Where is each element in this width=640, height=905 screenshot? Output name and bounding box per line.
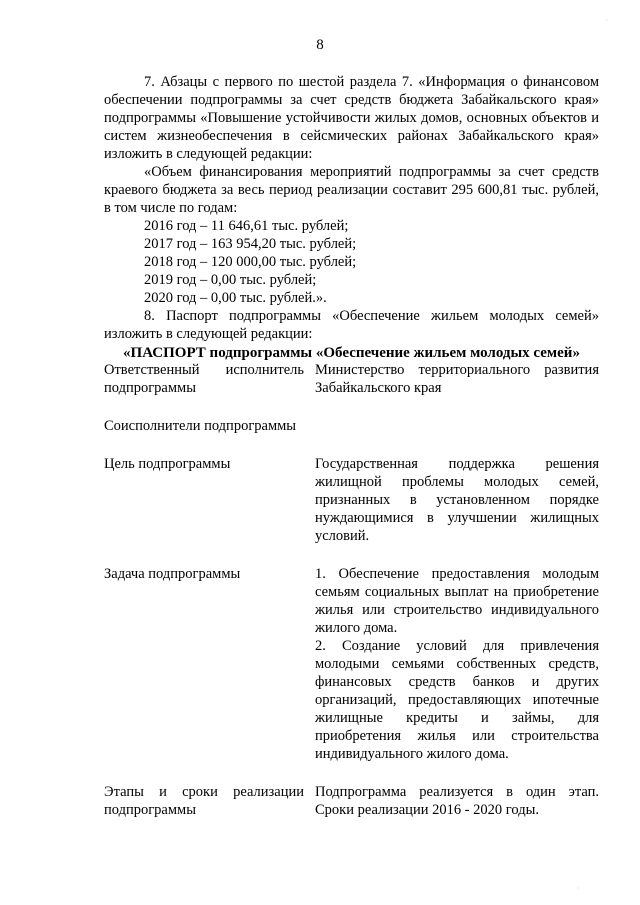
executor-label: Ответственный исполнитель подпрограммы xyxy=(104,362,304,396)
document-body xyxy=(104,73,599,362)
passport-row-coexecutors xyxy=(104,417,599,435)
scan-speck-bottom: · xyxy=(577,884,580,893)
coexecutors-value xyxy=(315,417,599,435)
task-1: 1. Обеспечение предоставления молодым семьям социальных выплат на приобретение жилья или строительство индивидуального жилого дома. xyxy=(315,566,599,636)
passport-row-executor xyxy=(104,361,599,397)
stages-label: Этапы и сроки реализации подпрограммы xyxy=(104,784,304,818)
passport-row-stages xyxy=(104,783,599,819)
passport-heading: «ПАСПОРТ подпрограммы «Обеспечение жильем молодых семей» xyxy=(123,345,580,361)
year-2017: 2017 год – 163 954,20 тыс. рублей; xyxy=(144,236,357,252)
financing-quote: «Объем финансирования мероприятий подпрограммы за счет средств краевого бюджета за весь период реализации составит 295 600,81 тыс. рублей, в том числе по годам: xyxy=(104,164,599,216)
year-list xyxy=(104,217,599,307)
scan-speck-top: · xyxy=(605,16,608,25)
year-2020: 2020 год – 0,00 тыс. рублей.». xyxy=(144,290,327,306)
year-2016: 2016 год – 11 646,61 тыс. рублей; xyxy=(144,218,349,234)
passport-table xyxy=(104,361,599,819)
coexecutors-label: Соисполнители подпрограммы xyxy=(104,418,297,434)
section8-intro: 8. Паспорт подпрограммы «Обеспечение жильем молодых семей» изложить в следующей редакции: xyxy=(104,308,599,342)
executor-value: Министерство территориального развития Забайкальского края xyxy=(315,362,599,396)
stages-value: Подпрограмма реализуется в один этап. Сроки реализации 2016 - 2020 годы. xyxy=(315,784,599,818)
year-2018: 2018 год – 120 000,00 тыс. рублей; xyxy=(144,254,357,270)
tasks-label: Задача подпрограммы xyxy=(104,566,241,582)
page-number: 8 xyxy=(316,37,324,53)
goal-label: Цель подпрограммы xyxy=(104,456,231,472)
year-2019: 2019 год – 0,00 тыс. рублей; xyxy=(144,272,317,288)
task-2: 2. Создание условий для привлечения молодыми семьями собственных средств, финансовых средств банков и других организаций, предоставляющих ипотечные жилищные кредиты и займы, для приобретения жилья или строительства индивидуального жилого дома. xyxy=(315,638,599,762)
goal-value: Государственная поддержка решения жилищной проблемы молодых семей, признанных в установленном порядке нуждающимися в улучшении жилищных условий. xyxy=(315,456,599,544)
section7-intro: 7. Абзацы с первого по шестой раздела 7. «Информация о финансовом обеспечении подпрограммы за счет средств бюджета Забайкальского края» подпрограммы «Повышение устойчивости жилых домов, основных объектов и систем жизнеобеспечения в сейсмических районах Забайкальского края» изложить в следующей редакции: xyxy=(104,74,599,162)
passport-row-goal xyxy=(104,455,599,545)
passport-row-tasks xyxy=(104,565,599,763)
